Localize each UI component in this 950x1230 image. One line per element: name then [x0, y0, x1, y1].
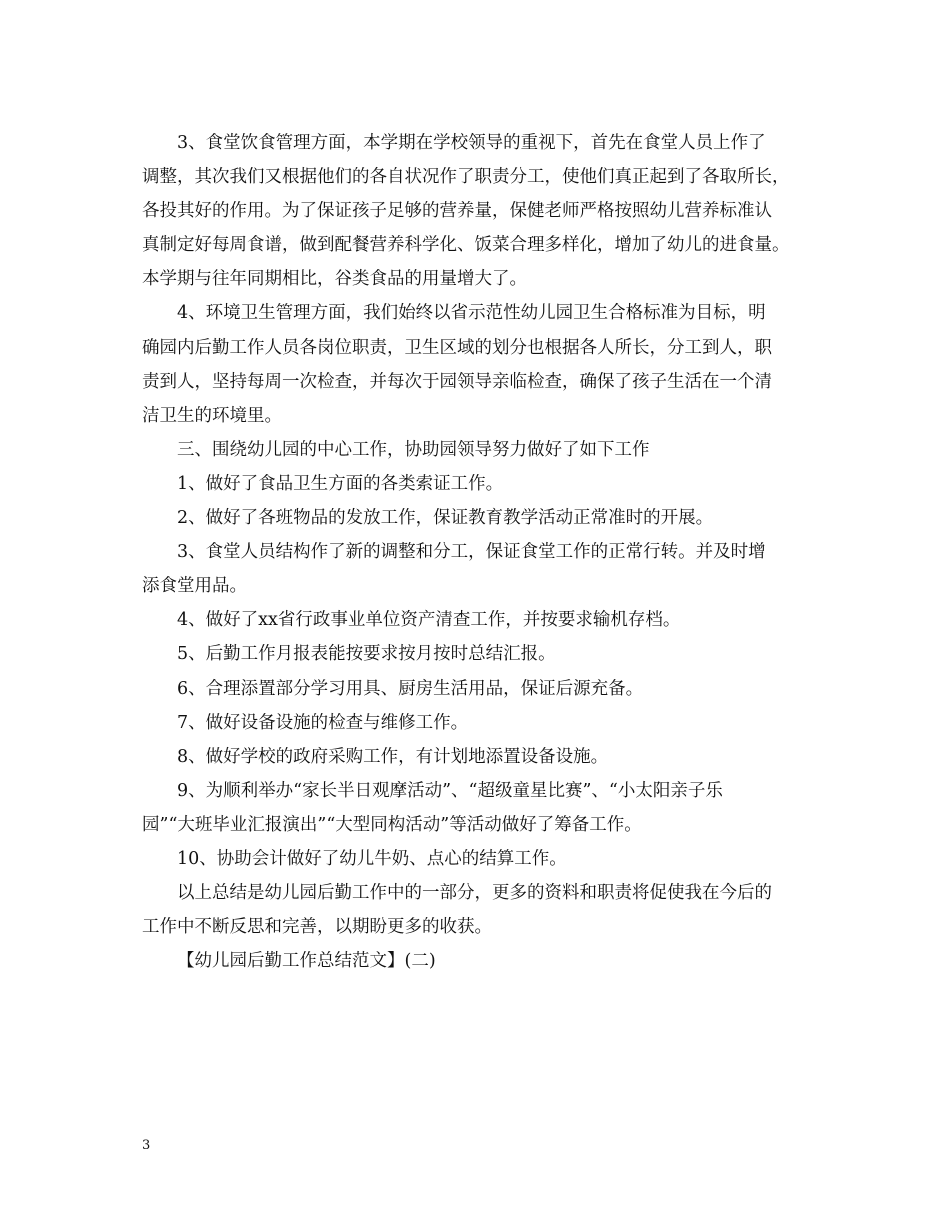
- paragraph-line: 各投其好的作用。为了保证孩子足够的营养量，保健老师严格按照幼儿营养标准认: [142, 201, 772, 222]
- list-item: 4、做好了xx省行政事业单位资产清查工作，并按要求输机存档。: [177, 610, 681, 631]
- list-item-continuation: 园”“大班毕业汇报演出”“大型同构活动”等活动做好了筹备工作。: [142, 814, 642, 835]
- list-item: 8、做好学校的政府采购工作，有计划地添置设备设施。: [177, 746, 609, 767]
- paragraph-line: 洁卫生的环境里。: [142, 405, 282, 426]
- list-item: 5、后勤工作月报表能按要求按月按时总结汇报。: [177, 644, 556, 665]
- paragraph-line: 调整，其次我们又根据他们的各自状况作了职责分工，使他们真正起到了各取所长，: [142, 167, 790, 188]
- list-item: 2、做好了各班物品的发放工作，保证教育教学活动正常准时的开展。: [177, 508, 714, 529]
- document-body: [142, 126, 822, 978]
- paragraph-line: 确园内后勤工作人员各岗位职责，卫生区域的划分也根据各人所长，分工到人，职: [142, 337, 772, 358]
- paragraph-line: 3、食堂饮食管理方面，本学期在学校领导的重视下，首先在食堂人员上作了: [177, 133, 766, 153]
- list-item: 10、协助会计做好了幼儿牛奶、点心的结算工作。: [177, 848, 567, 869]
- list-item: 3、食堂人员结构作了新的调整和分工，保证食堂工作的正常行转。并及时增: [177, 542, 766, 563]
- paragraph-line: 真制定好每周食谱，做到配餐营养科学化、饭菜合理多样化，增加了幼儿的进食量。: [142, 235, 790, 256]
- next-section-title: 【幼儿园后勤工作总结范文】(二): [177, 951, 436, 972]
- list-item: 1、做好了食品卫生方面的各类索证工作。: [177, 473, 504, 494]
- paragraph-line: 责到人，坚持每周一次检查，并每次于园领导亲临检查，确保了孩子生活在一个清: [142, 371, 772, 392]
- paragraph-line: 以上总结是幼儿园后勤工作中的一部分，更多的资料和职责将促使我在今后的: [177, 883, 772, 904]
- list-item: 9、为顺利举办“家长半日观摩活动”、“超级童星比赛”、“小太阳亲子乐: [177, 780, 723, 801]
- list-item: 6、合理添置部分学习用具、厨房生活用品，保证后源充备。: [177, 678, 644, 699]
- paragraph-line: 本学期与往年同期相比，谷类食品的用量增大了。: [142, 269, 527, 290]
- list-item-continuation: 添食堂用品。: [142, 576, 247, 597]
- list-item: 7、做好设备设施的检查与维修工作。: [177, 712, 469, 733]
- paragraph-line: 4、环境卫生管理方面，我们始终以省示范性幼儿园卫生合格标准为目标，明: [177, 303, 766, 324]
- page-number: 3: [142, 1138, 151, 1153]
- paragraph-line: 工作中不断反思和完善，以期盼更多的收获。: [142, 917, 492, 938]
- section-heading: 三、围绕幼儿园的中心工作，协助园领导努力做好了如下工作: [177, 439, 650, 460]
